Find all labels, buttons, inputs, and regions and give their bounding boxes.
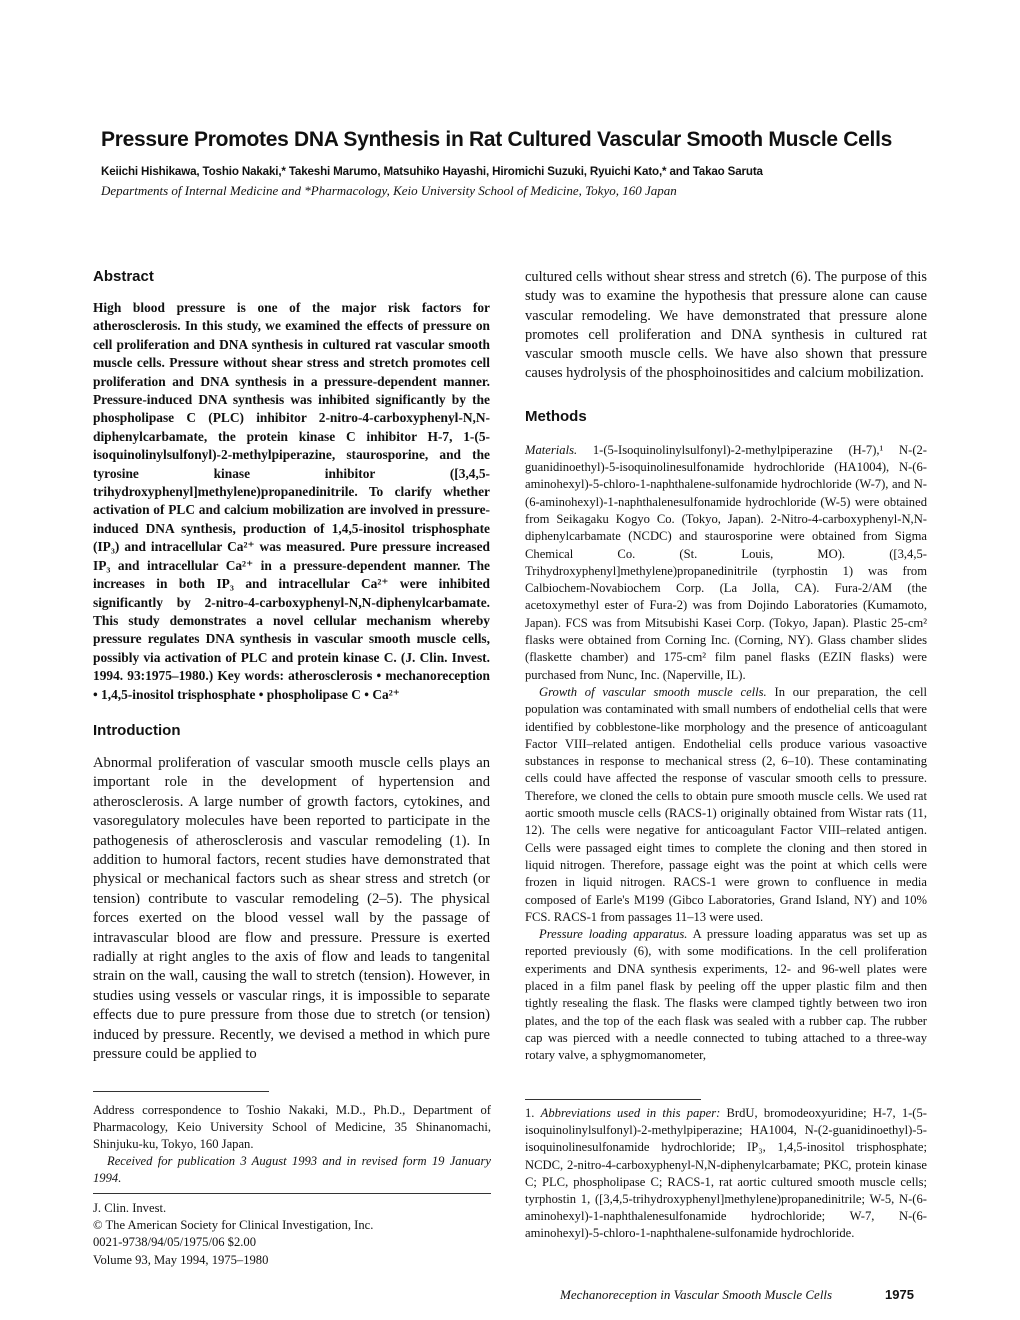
materials-paragraph (525, 442, 927, 684)
abbreviations-footnote (525, 1105, 927, 1243)
growth-text: In our preparation, the cell population was contaminated with small numbers of endothelial cells that were identified by cobblestone-like morphology and the presence of anticoagulant Factor VIII–related antigen. Endothelial cells produce various vasoactive substances in response to mechanical stress (2, 6–10). These contaminating cells could have affected the response of vascular smooth cells to pressure. Therefore, we cloned the cells to obtain pure smooth muscle cells. We used rat aortic smooth muscle cells (RACS-1) originally obtained from Wistar rats (11, 12). The cells were negative for anticoagulant Factor VIII–related antigen. Cells were passaged eight times to complete the cloning and then stored in liquid nitrogen. Therefore, passage eight was the point at which cells were frozen in liquid nitrogen. RACS-1 were grown to confluence in media composed of Earle's M199 (Gibco Laboratories, Grand Island, NY) and 10% FCS. RACS-1 from passages 11–13 were used. (525, 684, 927, 924)
copyright-line: © The American Society for Clinical Investigation, Inc. (93, 1218, 374, 1233)
footnote-divider (93, 1091, 269, 1092)
growth-paragraph (525, 684, 927, 926)
pressure-label: Pressure loading apparatus. (539, 927, 688, 942)
running-title: Mechanoreception in Vascular Smooth Muscle Cells (560, 1287, 833, 1302)
correspondence-block (93, 1102, 491, 1187)
publication-divider (93, 1193, 491, 1194)
affiliation: Departments of Internal Medicine and *Pharmacology, Keio University School of Medicine, Tokyo, 160 Japan (101, 183, 677, 198)
page-number: 1975 (885, 1287, 914, 1302)
footnote-label: Abbreviations used in this paper: (540, 1106, 721, 1120)
publication-info (93, 1200, 491, 1269)
volume-line: Volume 93, May 1994, 1975–1980 (93, 1252, 269, 1267)
abbreviation-divider (525, 1099, 701, 1100)
journal-name: J. Clin. Invest. (93, 1201, 167, 1215)
pressure-text: A pressure loading apparatus was set up as reported previously (6), with some modifications. In the cell proliferation experiments and DNA synthesis experiments, 12- and 96-well plates were placed in a film panel flask by peeling off the upper plastic film and then tightly resealing the flask. The flasks were clamped tightly between two iron plates, and the top of the each flask was sealed with a rubber cap. The rubber cap was pierced with a needle connected to tubing attached to a three-way rotary valve, a sphygmomanometer, (525, 927, 927, 1063)
materials-text: 1-(5-Isoquinolinylsulfonyl)-2-methylpiperazine (H-7),¹ N-(2-guanidinoethyl)-5-isoquinolinesulfonamide hydrochloride (HA1004), N-(6-aminohexyl)-5-chloro-1-naphthalene-sulfonamide hydrochloride (W-7), and N-(6-aminohexyl)-1-naphthalenesulfonamide hydrochloride (W-5) were obtained from Seikagaku Kogyo Co. (Tokyo, Japan). 2-Nitro-4-carboxyphenyl-N,N-diphenylcarbamate (NCDC) and staurosporine were obtained from Sigma Chemical Co. (St. Louis, MO). ([3,4,5-Trihydroxyphenyl]methylene)propanedinitrile (tyrphostin 1) was from Calbiochem-Novabiochem Corp. (La Jolla, CA). Fura-2/AM (the acetoxymethyl ester of Fura-2) was from Dojindo Laboratories (Kumamoto, Japan). FCS was from Mitsubishi Kasei Corp. (Tokyo, Japan). Plastic 25-cm² flasks were obtained from Corning Inc. (Corning, NY). Glass chamber slides (flaskette chamber) and 175-cm² film panel flasks (EZIN flasks) were purchased from Nunc, Inc. (Naperville, IL). (525, 442, 927, 682)
introduction-heading: Introduction (93, 721, 181, 739)
introduction-continuation: cultured cells without shear stress and stretch (6). The purpose of this study was to examine the hypothesis that pressure alone can cause vascular remodeling. We have demonstrated that pressure alone promotes cell proliferation and DNA synthesis in cultured rat vascular smooth muscle cells. We have also shown that pressure causes hydrolysis of the phosphoinositides and calcium mobilization. (525, 269, 927, 382)
footnote-number: 1. (525, 1106, 535, 1120)
abstract-text: High blood pressure is one of the major risk factors for atherosclerosis. In this study, we examined the effects of pressure on cell proliferation and DNA synthesis in cultured rat vascular smooth muscle cells. Pressure without shear stress and stretch promotes cell proliferation and DNA synthesis in a pressure-dependent manner. Pressure-induced DNA synthesis was inhibited significantly by the phospholipase C (PLC) inhibitor 2-nitro-4-carboxyphenyl-N,N-diphenylcarbamate, the protein kinase C inhibitor H-7, 1-(5-isoquinolinylsulfonyl)-2-methylpiperazine, staurosporine, and the tyrosine kinase inhibitor ([3,4,5-trihydroxyphenyl]methylene)propanedinitrile. To clarify whether activation of PLC and calcium mobilization are involved in pressure-induced DNA synthesis, production of 1,4,5-inositol trisphosphate (IP₃) and intracellular Ca²⁺ was measured. Pure pressure increased IP₃ and intracellular Ca²⁺ in a pressure-dependent manner. The increases in both IP₃ and intracellular Ca²⁺ were inhibited significantly by 2-nitro-4-carboxyphenyl-N,N-diphenylcarbamate. This study demonstrates a novel cellular mechanism whereby pressure regulates DNA synthesis in vascular smooth muscle cells, possibly via activation of PLC and protein kinase C. (J. Clin. Invest. 1994. 93:1975–1980.) Key words: atherosclerosis • mechanoreception • 1,4,5-inositol trisphosphate • phospholipase C • Ca²⁺ (93, 300, 490, 702)
growth-label: Growth of vascular smooth muscle cells. (539, 684, 767, 699)
left-column (93, 268, 490, 1064)
pressure-paragraph (525, 926, 927, 1064)
materials-label: Materials. (525, 442, 578, 457)
received-date: Received for publication 3 August 1993 and in revised form 19 January 1994. (93, 1154, 491, 1185)
author-list: Keiichi Hishikawa, Toshio Nakaki,* Takeshi Marumo, Matsuhiko Hayashi, Hiromichi Suzuki, Ryuichi Kato,* and Takao Saruta (101, 165, 763, 178)
paper-title: Pressure Promotes DNA Synthesis in Rat Cultured Vascular Smooth Muscle Cells (101, 128, 892, 151)
abstract-heading: Abstract (93, 268, 154, 285)
correspondence-address: Address correspondence to Toshio Nakaki, M.D., Ph.D., Department of Pharmacology, Keio University School of Medicine, 35 Shinanomachi, Shinjuku-ku, Tokyo, 160 Japan. (93, 1103, 491, 1151)
introduction-text: Abnormal proliferation of vascular smooth muscle cells plays an important role in the development of hypertension and atherosclerosis. A large number of growth factors, cytokines, and vasoregulatory molecules have been reported to participate in the pathogenesis of atherosclerosis and vascular remodeling (1). In addition to humoral factors, recent studies have demonstrated that physical or mechanical factors such as shear stress and stretch (or tension) contribute to vascular remodeling (2–5). The physical forces exerted on the blood vessel wall by the passage of intravascular blood are flow and pressure. Pressure is exerted radially at right angles to the axis of flow and leads to tangenital strain on the wall, causing the wall to stretch (tension). However, in studies using vessels or vascular rings, it is impossible to separate effects due to pure pressure from those due to stretch (or tension) induced by pressure. Recently, we devised a method in which pure pressure could be applied to (93, 754, 490, 1063)
article-code: 0021-9738/94/05/1975/06 $2.00 (93, 1235, 257, 1250)
methods-heading: Methods (525, 407, 587, 425)
right-column (525, 268, 927, 1064)
footnote-text: BrdU, bromodeoxyuridine; H-7, 1-(5-isoquinolinylsulfonyl)-2-methylpiperazine; HA1004, N-(2-guanidinoethyl)-5-isoquinolinesulfonamide hydrochloride; IP₃, 1,4,5-inositol trisphosphate; NCDC, 2-nitro-4-carboxyphenyl-N,N-diphenylcarbamate; PKC, protein kinase C; PLC, phospholipase C; RACS-1, rat aortic cultured smooth muscle cells; tyrphostin 1, ([3,4,5-trihydroxyphenyl]methylene)propanedinitrile; W-5, N-(6-aminohexyl)-1-naphthalenesulfonamide hydrochloride; W-7, N-(6-aminohexyl)-5-chloro-1-naphthalene-sulfonamide hydrochloride. (525, 1106, 927, 1241)
